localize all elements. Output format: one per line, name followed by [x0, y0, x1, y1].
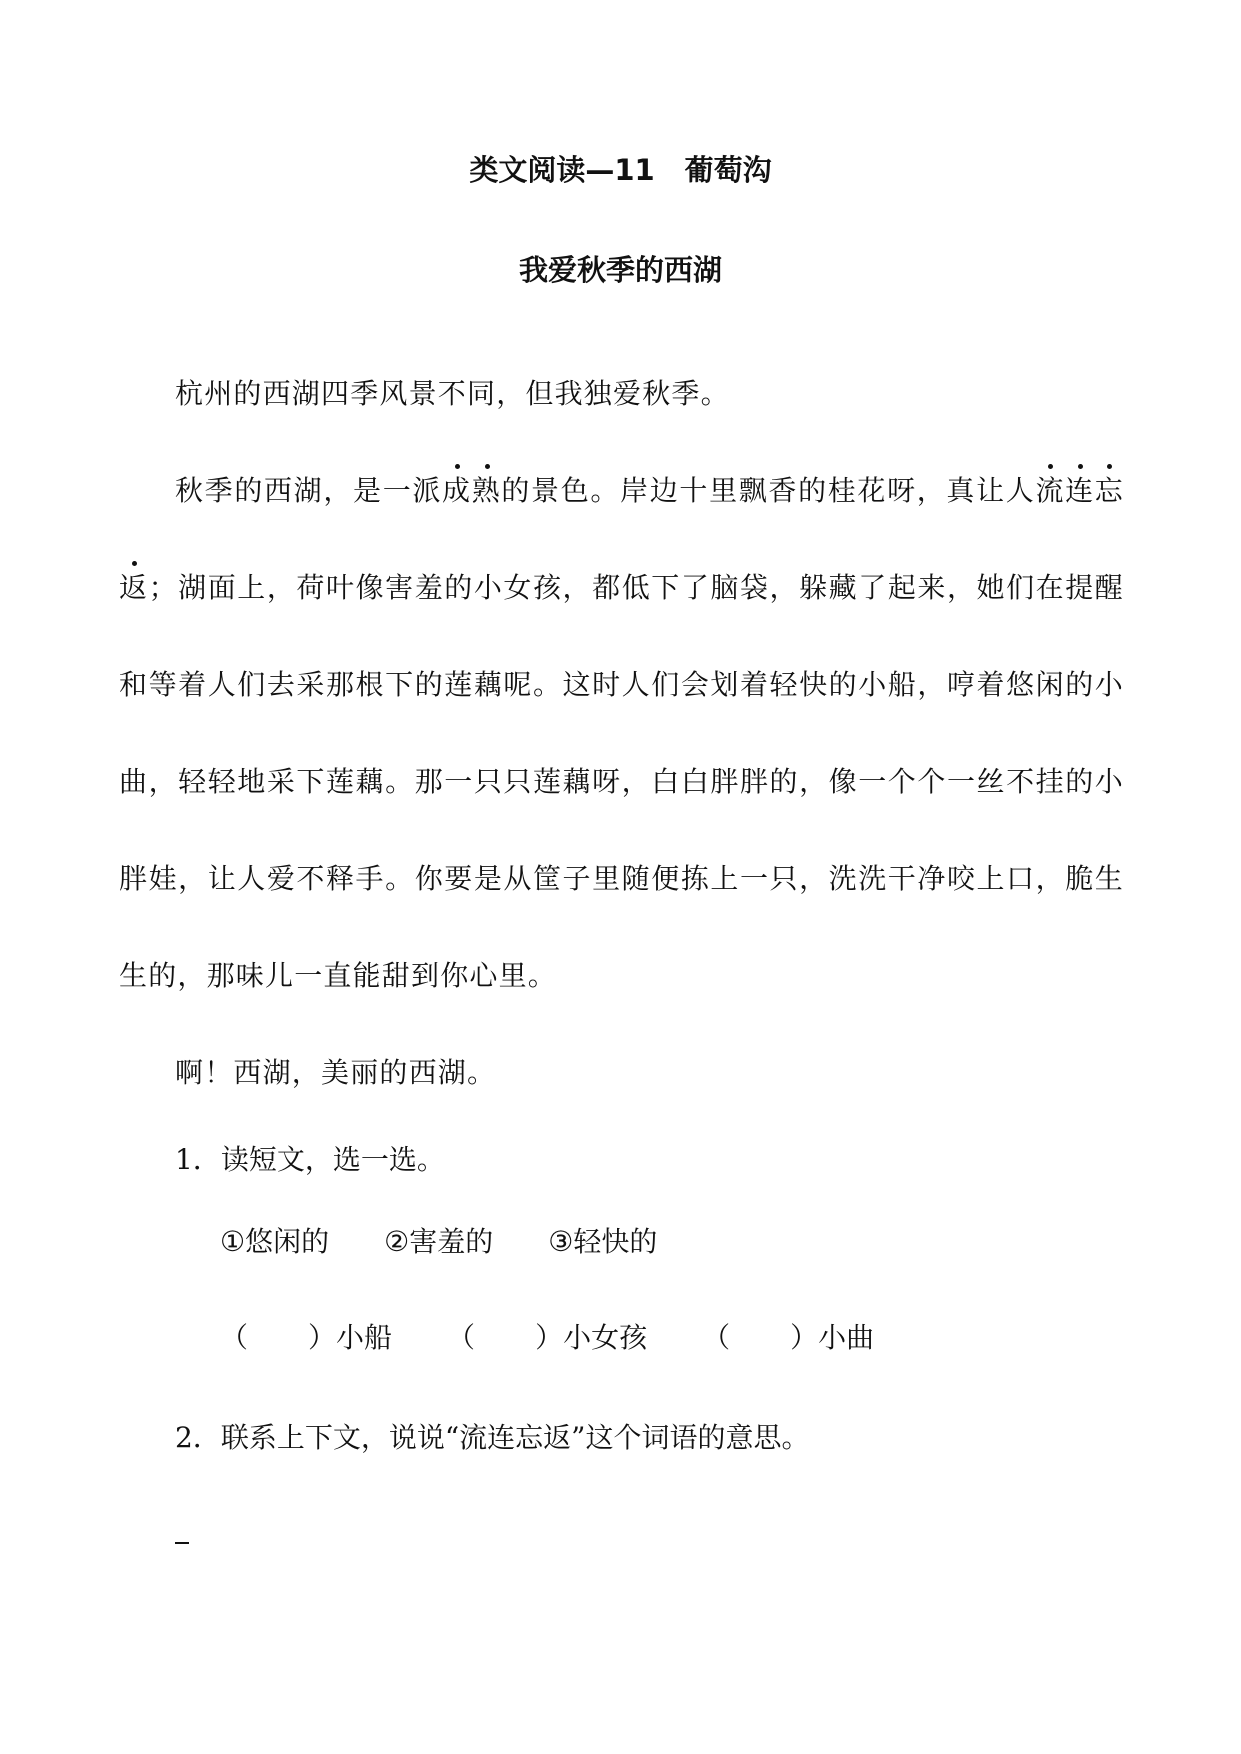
- blank-label: 小女孩: [563, 1321, 648, 1354]
- question-1-options: [220, 1222, 712, 1262]
- option-item: ②害羞的: [384, 1225, 494, 1258]
- option-item: ①悠闲的: [220, 1225, 330, 1258]
- answer-blank-group: [447, 1318, 647, 1358]
- question-1-prompt: 1．读短文，选一选。: [175, 1143, 445, 1176]
- question-2-prompt: 2．联系上下文，说说“流连忘返”这个词语的意思。: [175, 1421, 810, 1454]
- passage-paragraph-2: [119, 442, 1124, 1024]
- blank-label: 小船: [336, 1321, 393, 1354]
- question-1-blanks: [220, 1318, 929, 1358]
- emphasis-dot-char: 成: [442, 474, 472, 507]
- blank-label: 小曲: [818, 1321, 875, 1354]
- open-paren: （: [220, 1321, 249, 1354]
- reading-passage: [119, 345, 1124, 1121]
- close-paren: ）: [308, 1321, 337, 1354]
- emphasis-dot-char: 流: [1035, 474, 1066, 507]
- emphasis-dot-char: 返: [119, 571, 149, 604]
- emphasis-dot-char: 忘: [1094, 474, 1124, 507]
- emphasis-dot-char: 连: [1065, 474, 1095, 507]
- close-paren: ）: [790, 1321, 819, 1354]
- open-paren: （: [702, 1321, 731, 1354]
- worksheet-title: [0, 150, 1241, 190]
- answer-line[interactable]: [175, 1542, 189, 1544]
- close-paren: ）: [535, 1321, 564, 1354]
- option-item: ③轻快的: [548, 1225, 658, 1258]
- passage-text: 秋季的西湖，是一派: [175, 474, 443, 507]
- answer-blank[interactable]: [730, 1318, 790, 1358]
- open-paren: （: [447, 1321, 476, 1354]
- emphasis-dot-char: 熟: [471, 474, 502, 507]
- passage-paragraph-1: 杭州的西湖四季风景不同，但我独爱秋季。: [175, 377, 730, 410]
- answer-blank-group: [702, 1318, 874, 1358]
- answer-blank[interactable]: [248, 1318, 308, 1358]
- answer-blank[interactable]: [475, 1318, 535, 1358]
- passage-paragraph-3: 啊！西湖，美丽的西湖。: [175, 1056, 497, 1089]
- passage-text: 的景色。岸边十里飘香的桂花呀，真让人: [501, 474, 1036, 507]
- passage-title: 我爱秋季的西湖: [518, 253, 722, 287]
- worksheet-title-lesson: 葡萄沟: [684, 153, 772, 187]
- worksheet-title-number: 类文阅读—11: [469, 153, 655, 187]
- passage-text: ；湖面上，荷叶像害羞的小女孩，都低下了脑袋，躲藏了起来，她们在提醒和等着人们去采那根下的莲藕呢。这时人们会划着轻快的小船，哼着悠闲的小曲，轻轻地采下莲藕。那一只只莲藕呀，白白胖胖的，像一个个一丝不挂的小胖娃，让人爱不释手。你要是从筐子里随便拣上一只，洗洗干净咬上口，脆生生的，那味儿一直能甜到你心里。: [119, 571, 1125, 992]
- answer-blank-group: [220, 1318, 392, 1358]
